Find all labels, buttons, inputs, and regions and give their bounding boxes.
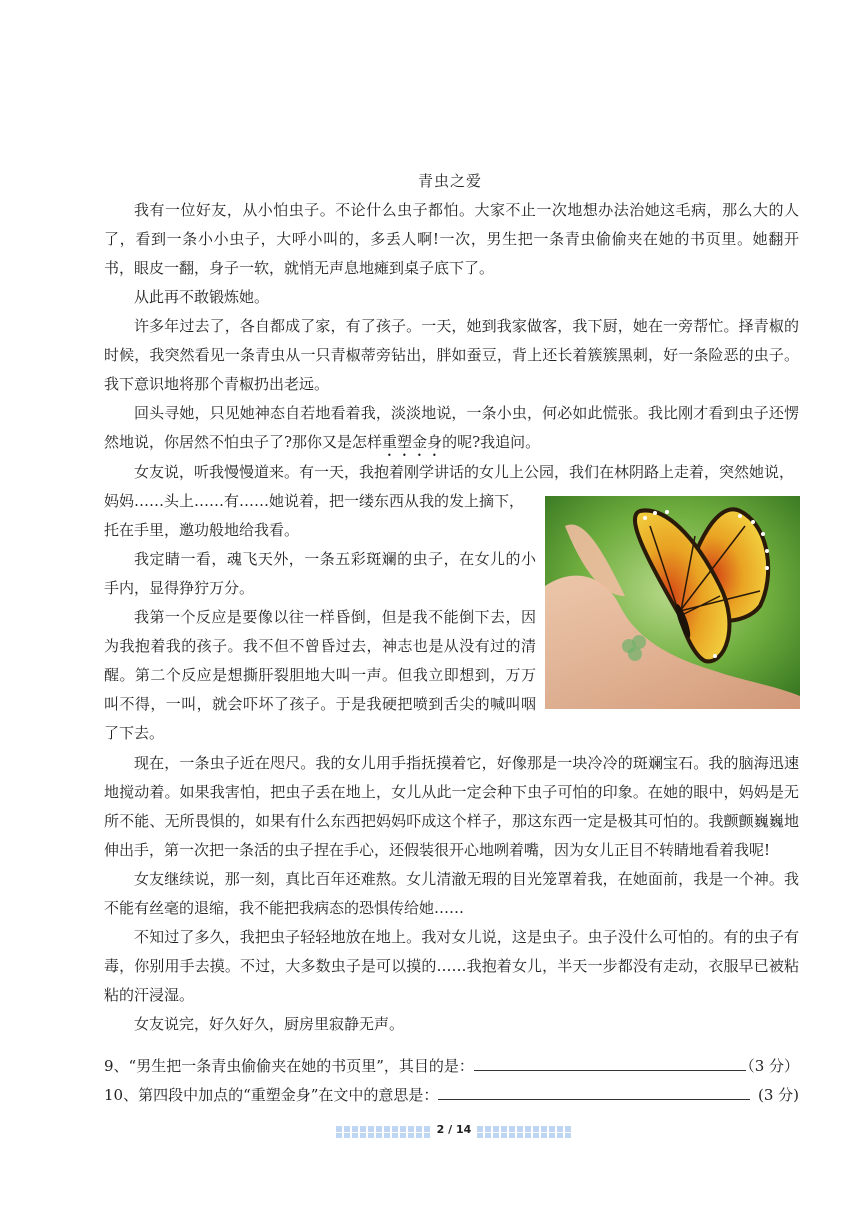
footer-decoration-left	[336, 1126, 431, 1138]
paragraph-4-mid: 然地说，你居然不怕虫子了?那你又是怎样	[104, 433, 383, 451]
paragraph-2: 从此再不敢锻炼她。	[134, 288, 270, 306]
paragraph-10: 不知过了多久，我把虫子轻轻地放在地上。我对女儿说，这是虫子。虫子没什么可怕的。有的虫子有毒，你别用手去摸。不过，大多数虫子是可以摸的……我抱着女儿，半天一步都没有走动，衣服早已被粘粘的汗浸湿。	[104, 928, 799, 1004]
question-10-text: 10、第四段中加点的“重塑金身”在文中的意思是：	[104, 1086, 439, 1104]
article-title: 青虫之爱	[417, 172, 482, 190]
question-10	[104, 1081, 799, 1110]
paragraph-4-end: 的呢?我追问。	[442, 433, 541, 451]
paragraph-4	[104, 399, 799, 460]
paragraph-5-line-3: 托在手里，邀功般地给我看。	[104, 521, 300, 539]
question-10-answer-line[interactable]	[438, 1081, 750, 1100]
butterfly-on-hand-image	[545, 496, 800, 709]
question-10-score: (3 分)	[757, 1086, 799, 1104]
paragraph-5-line-1: 女友说，听我慢慢道来。有一天，我抱着刚学讲话的女儿上公园，我们在林阴路上走着，突然她说，	[134, 463, 795, 481]
paragraph-6: 我定睛一看，魂飞天外，一条五彩斑斓的虫子，在女儿的小手内，显得狰狞万分。	[104, 550, 536, 597]
question-9	[104, 1052, 799, 1081]
question-9-score: （3 分）	[739, 1057, 799, 1075]
paragraph-3: 许多年过去了，各自都成了家，有了孩子。一天，她到我家做客，我下厨，她在一旁帮忙。择青椒的时候，我突然看见一条青虫从一只青椒蒂旁钻出，胖如蚕豆，背上还长着簇簇黑刺，好一条险恶的虫子。我下意识地将那个青椒扔出老远。	[104, 317, 799, 393]
question-9-answer-line[interactable]	[474, 1052, 746, 1071]
paragraph-7: 我第一个反应是要像以往一样昏倒，但是我不能倒下去，因为我抱着我的孩子。我不但不曾昏过去，神志也是从没有过的清醒。第二个反应是想撕肝裂胆地大叫一声。但我立即想到，万万叫不得，一叫，就会吓坏了孩子。于是我硬把喷到舌尖的喊叫咽了下去。	[104, 608, 536, 742]
footer-decoration-right	[477, 1126, 572, 1138]
paragraph-11: 女友说完，好久好久，厨房里寂静无声。	[134, 1015, 405, 1033]
paragraph-8: 现在，一条虫子近在咫尺。我的女儿用手指抚摸着它，好像那是一块冷冷的斑斓宝石。我的脑海迅速地搅动着。如果我害怕，把虫子丢在地上，女儿从此一定会种下虫子可怕的印象。在她的眼中，妈妈是无所不能、无所畏惧的，如果有什么东西把妈妈吓成这个样子，那这东西一定是极其可怕的。我颤颤巍巍地伸出手，第一次把一条活的虫子捏在手心，还假装很开心地咧着嘴，因为女儿正目不转睛地看着我呢!	[104, 754, 799, 859]
page-number: 2 / 14	[436, 1123, 472, 1136]
paragraph-5-line-2: 妈妈……头上……有……她说着，把一缕东西从我的发上摘下，	[104, 492, 525, 510]
paragraph-9: 女友继续说，那一刻，真比百年还难熬。女儿清澈无瑕的目光笼罩着我，在她面前，我是一个神。我不能有丝毫的退缩，我不能把我病态的恐惧传给她……	[104, 870, 799, 917]
emphasis-phrase: 重塑金身	[382, 433, 443, 451]
page-footer	[336, 1122, 572, 1142]
paragraph-1: 我有一位好友，从小怕虫子。不论什么虫子都怕。大家不止一次地想办法治她这毛病，那么大的人了，看到一条小小虫子，大呼小叫的，多丢人啊!一次，男生把一条青虫偷偷夹在她的书页里。她翻开书，眼皮一翻，身子一软，就悄无声息地瘫到桌子底下了。	[104, 201, 799, 277]
paragraph-4-start: 回头寻她，只见她神态自若地看着我，淡淡地说，一条小虫，何必如此慌张。我比刚才看到虫子还愣	[134, 404, 799, 422]
question-9-text: 9、“男生把一条青虫偷偷夹在她的书页里”，其目的是：	[104, 1057, 474, 1075]
